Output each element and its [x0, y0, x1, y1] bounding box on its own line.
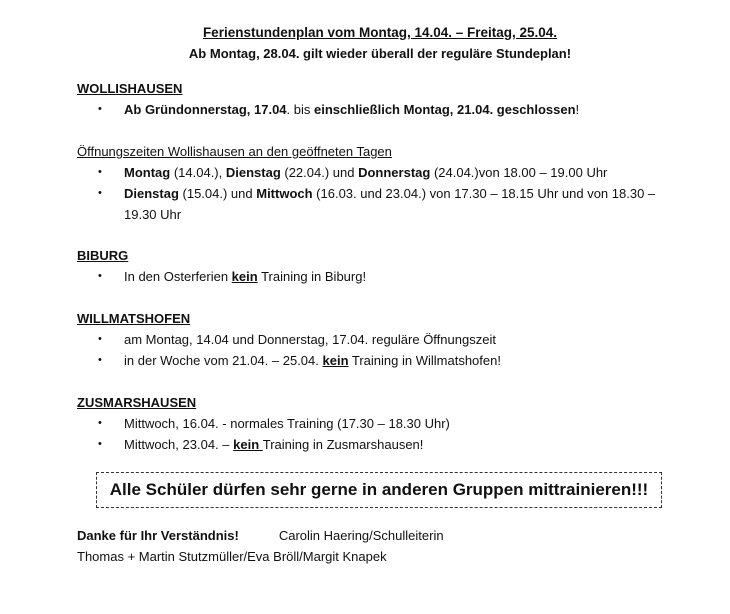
time-text-continued: 19.30 Uhr — [124, 207, 182, 222]
date-text: (22.04.) und — [280, 165, 359, 180]
item-text: Mittwoch, 16.04. - normales Training (17.30 – 18.30 Uhr) — [124, 416, 450, 431]
section-heading-willmatshofen: WILLMATSHOFEN — [77, 311, 191, 326]
emphasis-kein: kein — [233, 437, 263, 452]
section-wollishausen-hours — [77, 141, 697, 225]
zusmarshausen-list — [77, 413, 697, 455]
item-text: am Montag, 14.04 und Donnerstag, 17.04. reguläre Öffnungszeit — [124, 332, 496, 347]
wollishausen-closure-list — [77, 99, 697, 120]
document-subtitle: Ab Montag, 28.04. gilt wieder überall der reguläre Stundeplan! — [188, 46, 572, 61]
signature-text: Carolin Haering/Schulleiterin — [278, 528, 444, 543]
closure-end-date: einschließlich Montag, 21.04. geschlossen — [314, 102, 576, 117]
emphasis-kein: kein — [231, 269, 258, 284]
list-item — [77, 413, 697, 434]
callout-box: Alle Schüler dürfen sehr gerne in anderen Gruppen mittrainieren!!! — [96, 472, 662, 508]
bullet-icon: • — [98, 187, 102, 199]
item-text: Training in Willmatshofen! — [348, 353, 501, 368]
closure-connector: . bis — [286, 102, 315, 117]
biburg-list — [77, 266, 697, 287]
thanks-text: Danke für Ihr Verständnis! — [77, 528, 239, 543]
item-text: in der Woche vom 21.04. – 25.04. — [124, 353, 323, 368]
section-heading-zusmarshausen: ZUSMARSHAUSEN — [77, 395, 197, 410]
list-item — [77, 350, 697, 371]
list-item — [77, 266, 697, 287]
emphasis-kein: kein — [322, 353, 349, 368]
day-label: Dienstag — [225, 165, 281, 180]
bullet-icon: • — [98, 166, 102, 178]
day-label: Montag — [124, 165, 171, 180]
bullet-icon: • — [98, 333, 102, 345]
section-heading-biburg: BIBURG — [77, 248, 129, 263]
item-text: Training in Biburg! — [257, 269, 367, 284]
bullet-icon: • — [98, 438, 102, 450]
willmatshofen-list — [77, 329, 697, 371]
bullet-icon: • — [98, 354, 102, 366]
closure-start-date: Ab Gründonnerstag, 17.04 — [124, 102, 287, 117]
time-text: (16.03. und 23.04.) von 17.30 – 18.15 Uhr und von 18.30 – — [312, 186, 656, 201]
section-zusmarshausen — [77, 392, 697, 455]
day-label: Dienstag — [124, 186, 179, 201]
section-biburg — [77, 245, 697, 287]
bullet-icon: • — [98, 417, 102, 429]
section-heading-wollishausen: WOLLISHAUSEN — [77, 81, 183, 96]
list-item — [77, 183, 697, 225]
list-item — [77, 162, 697, 183]
item-text: Mittwoch, 23.04. – — [124, 437, 234, 452]
list-item — [77, 434, 697, 455]
footer-thanks-line — [77, 525, 697, 546]
item-text: Training in Zusmarshausen! — [262, 437, 424, 452]
opening-hours-heading: Öffnungszeiten Wollishausen an den geöffneten Tagen — [77, 144, 392, 159]
day-label: Mittwoch — [256, 186, 313, 201]
list-item — [77, 99, 697, 120]
closure-exclamation: ! — [575, 102, 580, 117]
footer-names: Thomas + Martin Stutzmüller/Eva Bröll/Margit Knapek — [77, 549, 387, 564]
date-text: (15.04.) und — [178, 186, 257, 201]
section-wollishausen — [77, 78, 697, 120]
bullet-icon: • — [98, 270, 102, 282]
bullet-icon: • — [98, 103, 102, 115]
list-item — [77, 329, 697, 350]
day-label: Donnerstag — [358, 165, 431, 180]
document-title: Ferienstundenplan vom Montag, 14.04. – Freitag, 25.04. — [202, 25, 558, 40]
time-text: (24.04.)von 18.00 – 19.00 Uhr — [430, 165, 608, 180]
date-text: (14.04.), — [170, 165, 226, 180]
item-text: In den Osterferien — [124, 269, 232, 284]
wollishausen-hours-list — [77, 162, 697, 225]
section-willmatshofen — [77, 308, 697, 371]
